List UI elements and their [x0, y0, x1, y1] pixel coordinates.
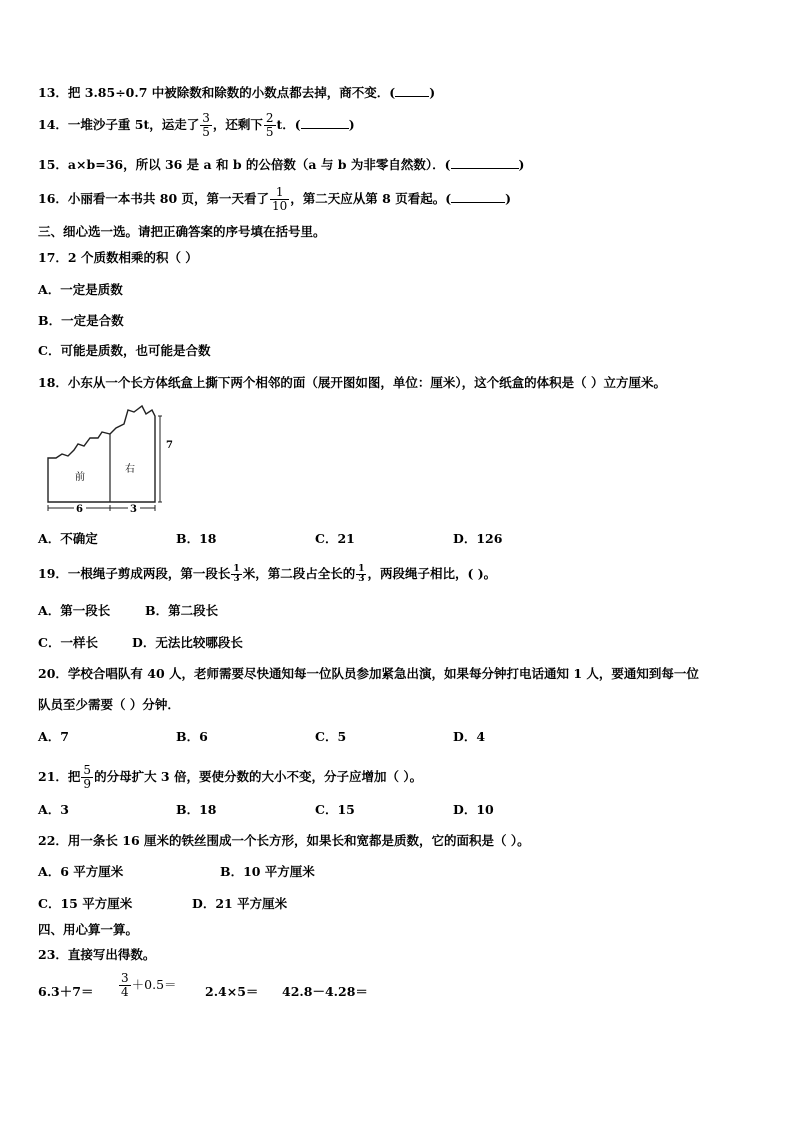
q18-option-b[interactable]: B．18 [176, 531, 217, 546]
q19-option-a[interactable]: A．第一段长 [38, 603, 111, 618]
question-14 [38, 112, 355, 139]
q18-unfolded-box-figure [42, 402, 172, 514]
q14-text-3: t．( [276, 117, 301, 132]
q16-denominator: 10 [272, 199, 288, 213]
q19-number: 19． [38, 566, 68, 581]
q18-width-6-label: 6 [76, 504, 83, 515]
q19-f1-denominator: 3 [233, 574, 240, 584]
q20-text-1: 学校合唱队有 40 人，老师需要尽快通知每一位队员参加紧急出演，如果每分钟打电话通知 1 人，要通知到每一位 [67, 666, 699, 681]
question-20-line-1 [38, 666, 699, 682]
q15-answer-blank[interactable] [451, 156, 519, 169]
q20-option-d[interactable]: D．4 [453, 729, 486, 744]
q13-text: 把 3.85÷0.7 中被除数和除数的小数点都去掉，商不变．( [67, 85, 396, 100]
q17-option-c[interactable]: C．可能是质数，也可能是合数 [38, 343, 211, 358]
q14-f2-numerator: 2 [265, 111, 274, 125]
q23-text: 直接写出得数。 [67, 947, 156, 962]
q14-fraction-1 [200, 112, 212, 139]
q15-text: a×b=36，所以 36 是 a 和 b 的公倍数（a 与 b 为非零自然数）．( [67, 157, 451, 172]
q14-text-2: ，还剩下 [212, 117, 263, 132]
q18-option-a[interactable]: A．不确定 [38, 531, 98, 546]
question-16 [38, 186, 511, 213]
q23-expression-4: 42.8－4.28＝ [282, 984, 368, 999]
q17-option-b[interactable]: B．一定是合数 [38, 313, 124, 328]
q14-f2-denominator: 5 [265, 125, 274, 139]
q17-text: 2 个质数相乘的积（ ） [67, 250, 198, 265]
q22-text: 用一条长 16 厘米的铁丝围成一个长方形，如果长和宽都是质数，它的面积是（ ）。 [67, 833, 530, 848]
q14-fraction-2 [264, 112, 276, 139]
q23-expression-3: 2.4×5＝ [205, 984, 259, 999]
q15-close-paren: ) [518, 157, 525, 172]
q20-option-c[interactable]: C．5 [315, 729, 347, 744]
q18-option-c[interactable]: C．21 [315, 531, 355, 546]
q21-text-1: 把 [67, 769, 81, 784]
question-21 [38, 764, 422, 791]
q18-right-label: 右 [125, 464, 135, 475]
q18-text: 小东从一个长方体纸盒上撕下两个相邻的面（展开图如图，单位：厘米），这个纸盒的体积是（ ）立方厘米。 [67, 375, 667, 390]
question-22 [38, 833, 530, 849]
q16-answer-blank[interactable] [451, 190, 505, 203]
section-4-heading: 四、用心算一算。 [38, 922, 139, 937]
question-23 [38, 947, 155, 963]
q14-f1-denominator: 5 [202, 125, 210, 139]
q19-f1-numerator: 1 [233, 564, 240, 574]
question-15 [38, 156, 524, 173]
q16-text-1: 小丽看一本书共 80 页，第一天看了 [67, 191, 270, 206]
q20-option-b[interactable]: B．6 [176, 729, 208, 744]
q22-option-b[interactable]: B．10 平方厘米 [220, 864, 315, 879]
question-17 [38, 250, 198, 266]
q18-torn-outline [48, 406, 155, 502]
q19-option-d[interactable]: D．无法比较哪段长 [132, 635, 243, 650]
q21-option-c[interactable]: C．15 [315, 802, 355, 817]
q18-width-3-label: 3 [130, 504, 137, 515]
q23-expression-1: 6.3＋7＝ [38, 984, 94, 999]
q20-number: 20． [38, 666, 68, 681]
q19-fraction-1 [231, 565, 241, 584]
q19-f2-numerator: 1 [358, 564, 365, 574]
q14-text-1: 一堆沙子重 5t，运走了 [67, 117, 200, 132]
q16-numerator: 1 [270, 186, 289, 200]
q21-option-b[interactable]: B．18 [176, 802, 217, 817]
q18-height-label: 7 [166, 440, 173, 451]
q23-e2-fraction [119, 972, 131, 999]
q14-answer-blank[interactable] [301, 116, 349, 129]
q13-answer-blank[interactable] [395, 84, 429, 97]
q19-text-3: ，两段绳子相比，( )。 [367, 566, 497, 581]
q14-f1-numerator: 3 [202, 111, 210, 125]
q21-denominator: 9 [83, 777, 92, 791]
q22-option-a[interactable]: A．6 平方厘米 [38, 864, 124, 879]
q23-number: 23． [38, 947, 68, 962]
q18-figure-svg [42, 402, 172, 514]
q16-text-2: ，第二天应从第 8 页看起。( [290, 191, 452, 206]
q19-fraction-2 [356, 565, 366, 584]
q13-close-paren: ) [429, 85, 436, 100]
q21-number: 21． [38, 769, 68, 784]
q18-front-label: 前 [75, 472, 85, 483]
q16-number: 16． [38, 191, 68, 206]
q16-fraction [270, 186, 289, 213]
q23-expression-2 [118, 972, 177, 999]
q13-number: 13． [38, 85, 68, 100]
q18-number: 18． [38, 375, 68, 390]
section-3-heading: 三、细心选一选。请把正确答案的序号填在括号里。 [38, 224, 326, 239]
q19-text-1: 一根绳子剪成两段，第一段长 [67, 566, 231, 581]
q23-e2-rest: ＋0.5＝ [131, 977, 177, 992]
question-20-line-2: 队员至少需要（ ）分钟． [38, 697, 180, 712]
q23-e2-numerator: 3 [121, 971, 129, 985]
q15-number: 15． [38, 157, 68, 172]
q19-option-c[interactable]: C．一样长 [38, 635, 98, 650]
q17-option-a[interactable]: A．一定是质数 [38, 282, 123, 297]
q21-numerator: 5 [83, 763, 92, 777]
question-19 [38, 565, 496, 584]
q17-number: 17． [38, 250, 68, 265]
q21-text-2: 的分母扩大 3 倍，要使分数的大小不变，分子应增加（ ）。 [94, 769, 423, 784]
q18-option-d[interactable]: D．126 [453, 531, 503, 546]
q14-number: 14． [38, 117, 68, 132]
q22-option-d[interactable]: D．21 平方厘米 [192, 896, 288, 911]
q21-option-d[interactable]: D．10 [453, 802, 494, 817]
q22-option-c[interactable]: C．15 平方厘米 [38, 896, 133, 911]
q19-text-2: 米，第二段占全长的 [242, 566, 356, 581]
q19-option-b[interactable]: B．第二段长 [145, 603, 219, 618]
q21-option-a[interactable]: A．3 [38, 802, 69, 817]
q14-close-paren: ) [348, 117, 355, 132]
q20-option-a[interactable]: A．7 [38, 729, 69, 744]
q19-f2-denominator: 3 [358, 574, 365, 584]
question-18 [38, 375, 666, 391]
q21-fraction [81, 764, 93, 791]
question-13 [38, 84, 435, 101]
q22-number: 22． [38, 833, 68, 848]
q23-e2-denominator: 4 [121, 985, 129, 999]
q16-close-paren: ) [505, 191, 512, 206]
